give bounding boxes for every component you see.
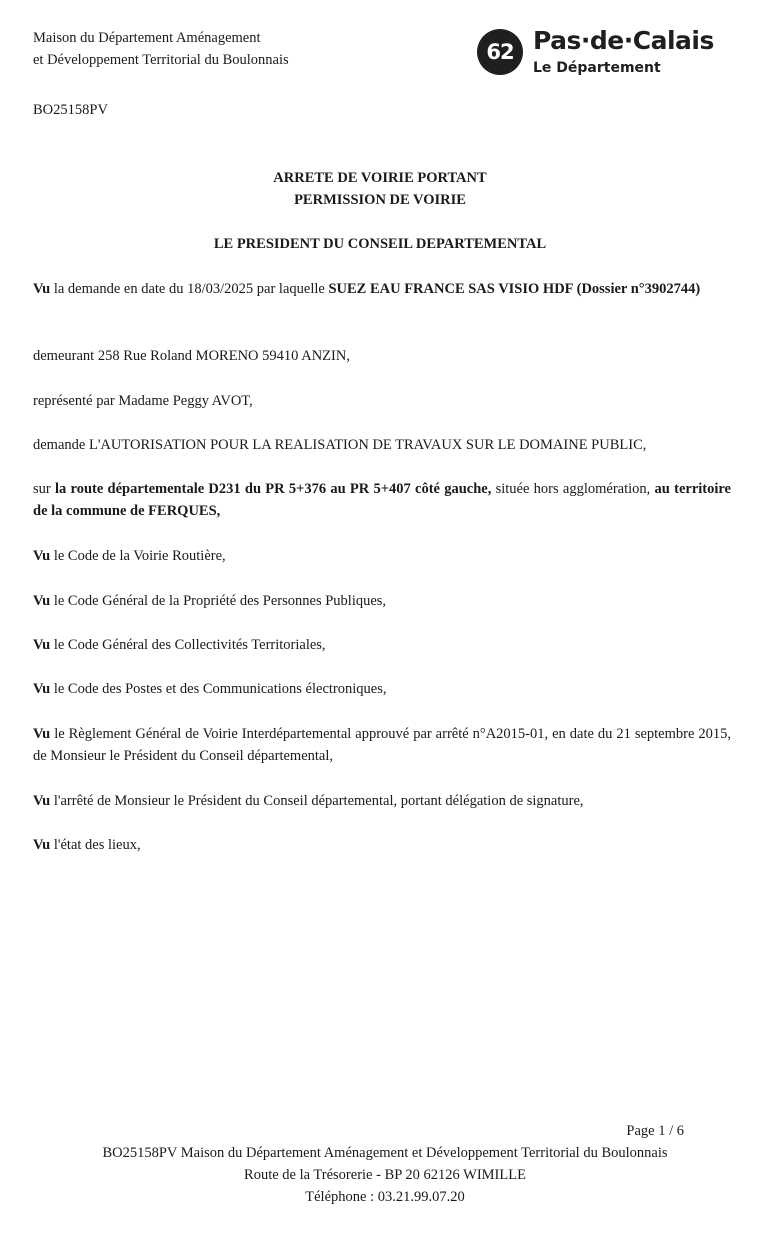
considerant-text: le Code Général de la Propriété des Personnes Publiques, [50,593,387,609]
location-prefix: sur [33,481,55,497]
vu-label: Vu [33,281,51,297]
considerant-delegation [33,790,731,812]
considerant-postes [33,678,731,700]
footer-phone: Téléphone : 03.21.99.07.20 [305,1189,465,1205]
representative-paragraph: représenté par Madame Peggy AVOT, [33,393,253,409]
organization-name [33,27,289,71]
department-logo [477,27,727,81]
applicant-name: SUEZ EAU FRANCE SAS VISIO HDF (Dossier n°3902744) [328,281,701,297]
org-line-2: et Développement Territorial du Boulonnais [33,52,289,68]
document-title [0,167,760,211]
considerant-voirie [33,545,731,567]
document-reference: BO25158PV [33,102,108,118]
vu-label: Vu [33,637,51,653]
considerant-text: l'état des lieux, [50,837,141,853]
commune-name: au territoire de la commune de FERQUES, [33,481,731,519]
title-line-1: ARRETE DE VOIRIE PORTANT [273,170,487,186]
considerant-text: le Code des Postes et des Communications électroniques, [50,681,387,697]
title-line-2: PERMISSION DE VOIRIE [294,192,466,208]
logo-number-badge: 62 [477,29,523,75]
logo-subtitle: Le Département [533,60,661,76]
vu-label: Vu [33,793,51,809]
road-section: la route départementale D231 du PR 5+376 au PR 5+407 côté gauche, [54,481,492,497]
considerant-collectivites [33,634,731,656]
request-text: la demande en date du 18/03/2025 par laquelle [50,281,329,297]
logo-name: Pas·de·Calais [533,26,714,55]
vu-label: Vu [33,593,51,609]
considerant-text: le Règlement Général de Voirie Interdépartemental approuvé par arrêté n°A2015-01, en date du 21 septembre 2015, de Monsieur le Président du Conseil départemental, [33,726,731,764]
vu-label: Vu [33,726,51,742]
considerant-text: le Code de la Voirie Routière, [50,548,226,564]
org-line-1: Maison du Département Aménagement [33,30,261,46]
considerant-propriete [33,590,731,612]
vu-label: Vu [33,548,51,564]
location-paragraph [33,478,731,522]
considerant-etat-lieux [33,834,731,856]
considerant-text: le Code Général des Collectivités Territoriales, [50,637,326,653]
location-context: située hors agglomération, [491,481,655,497]
footer-address-line-2: Route de la Trésorerie - BP 20 62126 WIMILLE [244,1167,526,1183]
address-paragraph: demeurant 258 Rue Roland MORENO 59410 ANZIN, [33,348,350,364]
considerant-text: l'arrêté de Monsieur le Président du Conseil départemental, portant délégation de signature, [50,793,584,809]
vu-label: Vu [33,837,51,853]
authorization-paragraph: demande L'AUTORISATION POUR LA REALISATION DE TRAVAUX SUR LE DOMAINE PUBLIC, [33,437,647,453]
authority-heading: LE PRESIDENT DU CONSEIL DEPARTEMENTAL [213,236,547,252]
request-paragraph [33,278,731,300]
vu-label: Vu [33,681,51,697]
page-number: Page 1 / 6 [626,1123,684,1139]
footer-address-line-1: BO25158PV Maison du Département Aménagement et Développement Territorial du Boulonnais [102,1145,668,1161]
considerant-reglement [33,723,731,767]
